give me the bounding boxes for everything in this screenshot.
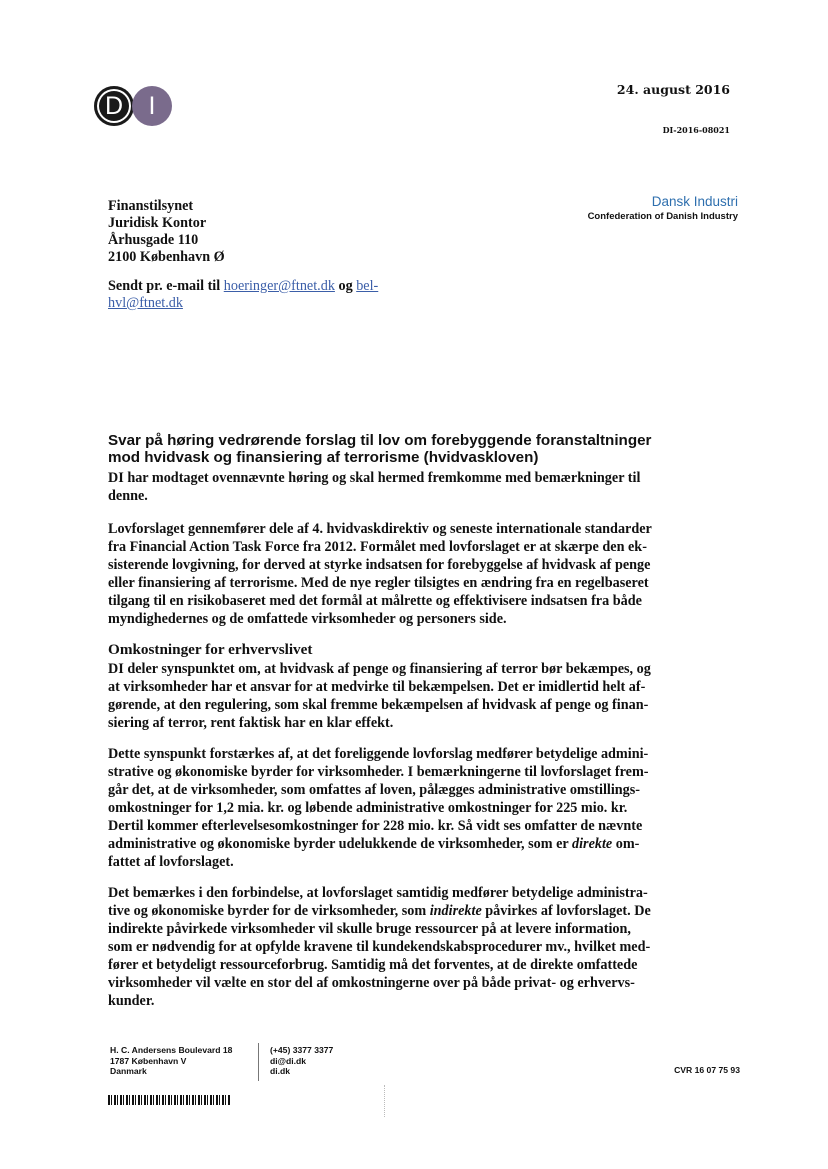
footer-address xyxy=(110,1045,232,1077)
reference-number: DI-2016-08021 xyxy=(662,125,730,135)
text-line: kunder. xyxy=(108,993,155,1009)
text-line: gørende, at den regulering, som skal fremme bekæmpelsen af hvidvask af penge og finan- xyxy=(108,697,649,713)
text-line: indirekte påvirkede virksomheder vil skulle bruge ressourcer på at levere information, xyxy=(108,921,631,937)
text-line xyxy=(108,835,660,853)
heading-line: Svar på høring vedrørende forslag til lov om forebyggende foranstaltninger xyxy=(108,432,652,449)
text-line: DI har modtaget ovennævnte høring og skal hermed fremkomme med bemærkninger til xyxy=(108,470,641,486)
emphasis-direkte: direkte xyxy=(572,836,613,852)
paragraph-directive xyxy=(108,520,660,628)
text-line: fra Financial Action Task Force fra 2012. Formålet med lovforslaget er at skærpe den ek- xyxy=(108,539,647,555)
sent-middle: og xyxy=(334,278,357,294)
paragraph-burdens xyxy=(108,745,660,871)
sent-prefix: Sendt pr. e-mail til xyxy=(108,278,224,294)
text-line: tilgang til en risikobaseret med det formål at målrette og effektivisere indsatsen fra både xyxy=(108,593,642,609)
text-line: eller finansiering af terrorisme. Med de nye regler tilsigtes en ændring fra en regelbaseret xyxy=(108,575,649,591)
footer-phone: (+45) 3377 3377 xyxy=(270,1045,334,1055)
heading-line: mod hvidvask og finansiering af terrorisme (hvidvaskloven) xyxy=(108,449,539,466)
text-line xyxy=(108,902,660,920)
footer-cvr: CVR 16 07 75 93 xyxy=(674,1065,740,1075)
text-line: omkostninger for 1,2 mia. kr. og løbende administrative omkostninger for 225 mio. kr. xyxy=(108,800,628,816)
text-line: at virksomheder har et ansvar for at medvirke til bekæmpelsen. Det er imidlertid helt af- xyxy=(108,679,646,695)
footer-line: H. C. Andersens Boulevard 18 xyxy=(110,1045,233,1055)
text-line: Dette synspunkt forstærkes af, at det foreliggende lovforslag medfører betydelige admini- xyxy=(108,746,649,762)
text-line: denne. xyxy=(108,488,148,504)
recipient-line: Finanstilsynet xyxy=(108,198,194,214)
email-link-hoeringer[interactable]: hoeringer@ftnet.dk xyxy=(223,278,335,294)
subheading-costs: Omkostninger for erhvervslivet xyxy=(108,641,313,658)
text-line: siering af terror, rent faktisk har en klar effekt. xyxy=(108,715,394,731)
text-line: Dertil kommer efterlevelsesomkostninger for 228 mio. kr. Så vidt ses omfatter de nævnte xyxy=(108,818,643,834)
text-span: om- xyxy=(612,836,640,852)
footer-divider xyxy=(258,1043,259,1081)
intro-paragraph xyxy=(108,469,660,505)
paragraph-position xyxy=(108,660,660,732)
text-line: Lovforslaget gennemfører dele af 4. hvidvaskdirektiv og seneste internationale standarder xyxy=(108,521,652,537)
sender-name: Dansk Industri xyxy=(651,194,738,209)
text-line: virksomheder vil vælte en stor del af omkostningerne over på både privat- og erhvervs- xyxy=(108,975,635,991)
text-span: påvirkes af lovforslaget. De xyxy=(481,903,651,919)
footer-line: 1787 København V xyxy=(110,1055,187,1066)
paragraph-indirect xyxy=(108,884,660,1010)
recipient-address xyxy=(108,198,225,266)
recipient-line: Århusgade 110 xyxy=(108,232,199,248)
letter-heading xyxy=(108,432,651,466)
text-line: som er nødvendig for at opfylde kravene til kundekendskabsprocedurer mv., hvilket med- xyxy=(108,939,651,955)
logo-letter-d: D xyxy=(94,86,134,126)
scan-artifact-line xyxy=(384,1085,385,1117)
text-line: fører et betydeligt ressourceforbrug. Samtidig må det forventes, at de direkte omfattede xyxy=(108,957,638,973)
footer-website[interactable]: di.dk xyxy=(270,1066,291,1076)
text-line: DI deler synspunktet om, at hvidvask af penge og finansiering af terror bør bekæmpes, og xyxy=(108,661,651,677)
emphasis-indirekte: indirekte xyxy=(429,903,482,919)
text-line: strative og økonomiske byrder for virksomheder. I bemærkningerne til lovforslaget frem- xyxy=(108,764,649,780)
footer-line: Danmark xyxy=(110,1066,147,1076)
text-line: myndighedernes og de omfattede virksomheder og personers side. xyxy=(108,611,507,627)
text-line: sisterende lovgivning, for derved at styrke indsatsen for forebyggelse af hvidvask af penge xyxy=(108,557,651,573)
footer-email[interactable]: di@di.dk xyxy=(270,1055,307,1066)
sender-subtitle: Confederation of Danish Industry xyxy=(587,211,738,222)
text-line: fattet af lovforslaget. xyxy=(108,854,234,870)
email-link-belhvl-continued[interactable]: hvl@ftnet.dk xyxy=(108,295,183,311)
text-span: administrative og økonomiske byrder udelukkende de virksomheder, som er xyxy=(108,836,573,852)
letter-date: 24. august 2016 xyxy=(616,82,730,97)
recipient-line: 2100 København Ø xyxy=(108,249,225,265)
text-line: går det, at de virksomheder, som omfattes af loven, pålægges administrative omstillings- xyxy=(108,782,640,798)
di-logo xyxy=(94,86,178,128)
footer-contact xyxy=(270,1045,333,1077)
sender-block xyxy=(588,194,738,222)
text-line: Det bemærkes i den forbindelse, at lovforslaget samtidig medfører betydelige administra- xyxy=(108,885,648,901)
barcode-icon xyxy=(108,1095,230,1105)
sent-by-email xyxy=(108,278,378,312)
logo-letter-i: I xyxy=(132,86,172,126)
email-link-belhvl[interactable]: bel- xyxy=(356,278,379,294)
text-span: tive og økonomiske byrder for de virksomheder, som xyxy=(108,903,430,919)
recipient-line: Juridisk Kontor xyxy=(108,215,207,231)
